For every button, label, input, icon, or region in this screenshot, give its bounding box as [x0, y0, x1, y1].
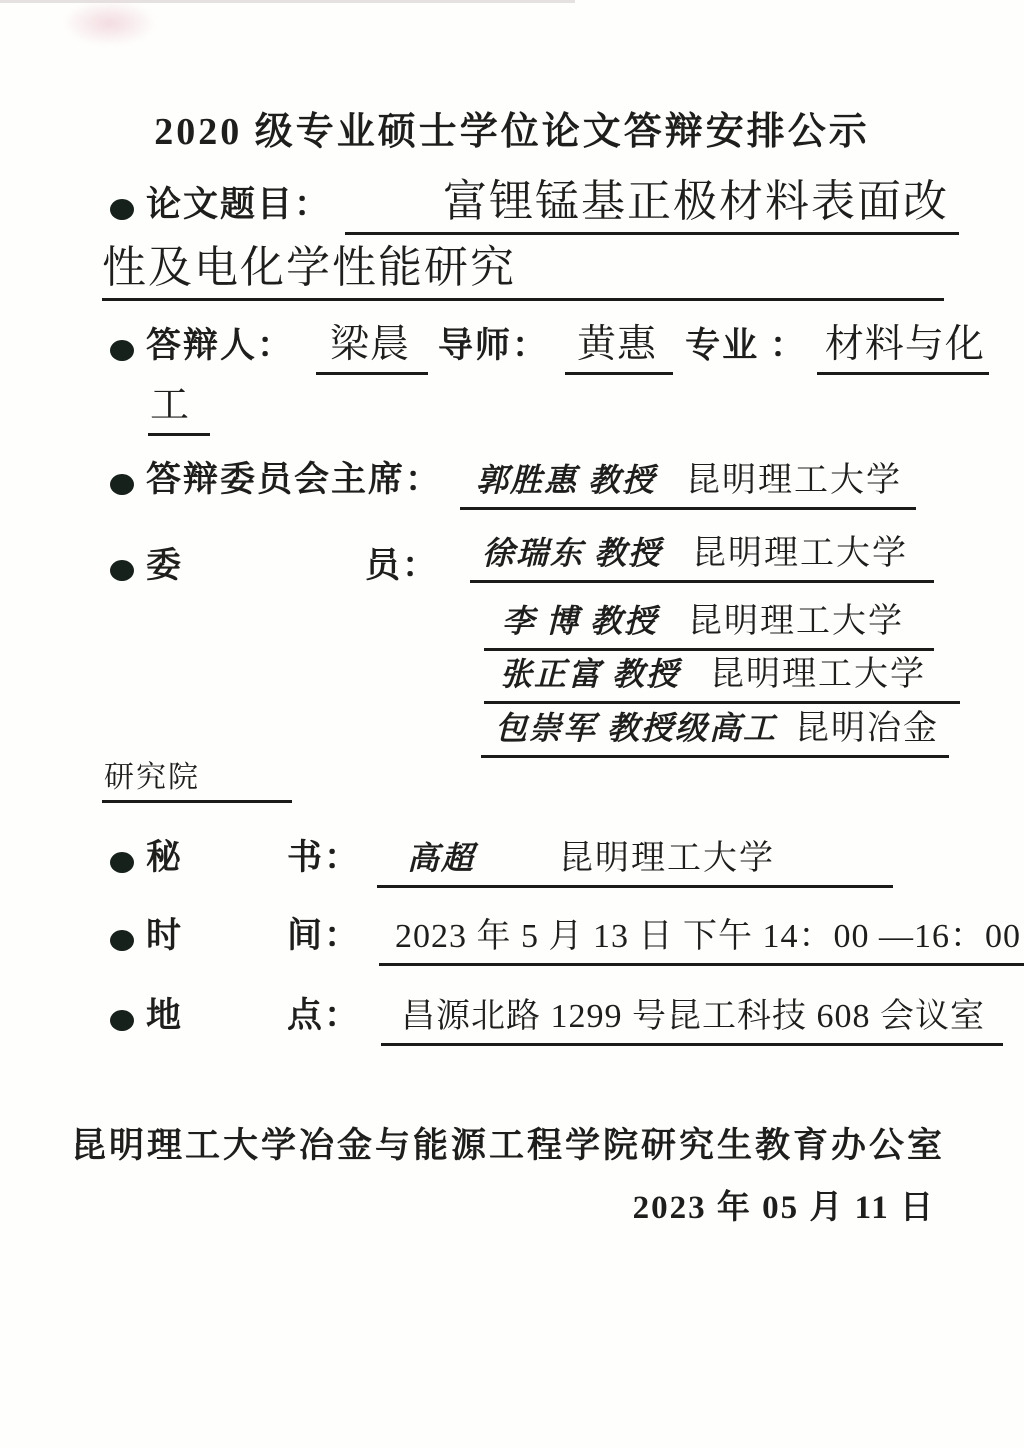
secretary-row: [110, 830, 893, 888]
thesis-title-value-line2: 性及电化学性能研究: [102, 242, 944, 301]
secretary-name: 高超: [407, 840, 476, 876]
committee-member-row: [484, 602, 934, 651]
bullet-icon: [110, 930, 134, 951]
committee-member-row: [484, 655, 960, 704]
footer-office: 昆明理工大学冶金与能源工程学院研究生教育办公室: [70, 1126, 945, 1165]
place-label-end: 点：: [287, 996, 362, 1035]
member-name: 徐瑞东 教授: [482, 535, 663, 571]
thesis-title-row: [110, 176, 959, 235]
time-row: [110, 908, 1024, 966]
committee-member: [484, 655, 960, 704]
committee-label-row: [110, 538, 439, 588]
thesis-title-value-line1: 富锂锰基正极材料表面改: [345, 176, 959, 235]
chair-value: [460, 461, 916, 510]
affiliation-overflow-row: [102, 760, 292, 803]
chair-label: 答辩委员会主席：: [146, 460, 443, 499]
time-label-end: 间：: [287, 916, 362, 955]
committee-member-row: [481, 709, 949, 758]
place-value: 昌源北路 1299 号昆工科技 608 会议室: [381, 997, 1003, 1046]
bullet-icon: [110, 560, 134, 581]
respondent-label: 答辩人：: [146, 326, 295, 365]
secretary-value: [377, 839, 893, 888]
major-label: 专业 ：: [685, 326, 807, 365]
time-value: 2023 年 5 月 13 日 下午 14：00 —16：00: [379, 917, 1024, 966]
place-label-start: 地: [146, 996, 184, 1035]
committee-label-end: 员：: [365, 546, 440, 585]
supervisor-label: 导师：: [438, 326, 550, 365]
bullet-icon: [110, 1010, 134, 1031]
member-name: 包崇军 教授级高工: [495, 710, 778, 746]
member-name: 张正富 教授: [500, 656, 681, 692]
bullet-icon: [110, 340, 134, 361]
respondent-name: 梁晨: [316, 322, 428, 375]
secretary-label-start: 秘: [146, 838, 184, 877]
affiliation-overflow: 研究院: [102, 760, 292, 803]
committee-member: [470, 534, 934, 583]
secretary-label-end: 书：: [287, 838, 362, 877]
thesis-title-row-2: [102, 242, 944, 301]
bullet-icon: [110, 852, 134, 873]
member-affiliation: 昆明冶金: [795, 710, 940, 747]
member-affiliation: 昆明理工大学: [688, 603, 905, 640]
place-row: [110, 988, 1003, 1046]
time-label-start: 时: [146, 916, 184, 955]
respondent-row: [110, 318, 989, 375]
committee-member: [484, 602, 934, 651]
chair-row: [110, 452, 916, 510]
chair-affiliation: 昆明理工大学: [686, 462, 903, 499]
bullet-icon: [110, 199, 134, 220]
major-value-line1: 材料与化: [817, 322, 989, 375]
committee-member-row: [470, 534, 934, 583]
major-value-line2: 工: [148, 383, 210, 436]
page-title: 2020 级专业硕士学位论文答辩安排公示: [154, 111, 870, 153]
scan-smudge: [62, 0, 157, 46]
major-overflow-row: [148, 383, 210, 436]
chair-name: 郭胜惠 教授: [476, 462, 657, 498]
thesis-title-label: 论文题目：: [146, 185, 332, 224]
member-affiliation: 昆明理工大学: [692, 535, 909, 572]
supervisor-name: 黄惠: [565, 322, 673, 375]
footer-date: 2023 年 05 月 11 日: [632, 1190, 935, 1226]
secretary-affiliation: 昆明理工大学: [559, 840, 776, 877]
bullet-icon: [110, 474, 134, 495]
member-affiliation: 昆明理工大学: [710, 656, 927, 693]
committee-label-start: 委: [146, 546, 184, 585]
member-name: 李 博 教授: [502, 603, 659, 639]
committee-member: [481, 709, 949, 758]
